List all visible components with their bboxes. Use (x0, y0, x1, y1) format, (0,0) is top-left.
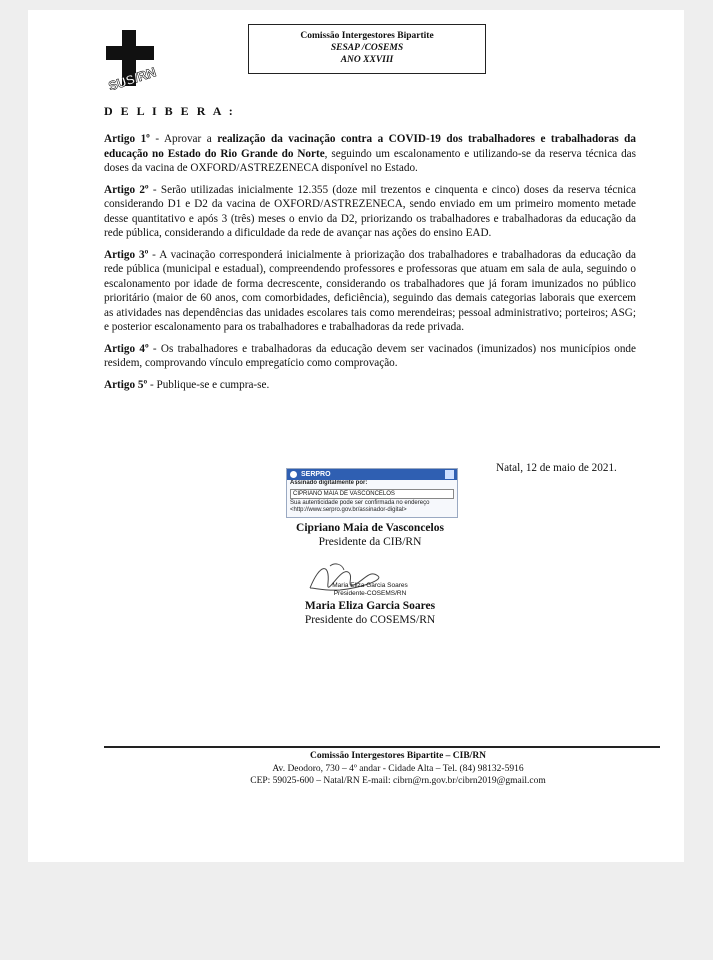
article-3-text: - A vacinação corresponderá inicialmente à priorização dos trabalhadores e trabalhadoras da educação da rede pública (municipal e estadual), compreendendo professores e professoras que atuam em sala de aula, seguindo o escalonamento por idade de forma decrescente, considerando os trabalhadores que já foram imunizados no público prioritário (maior de 60 anos, com comorbidades, deficiência), seguindo das demais categorias laborais que exercem as atividades nas dependências das unidades escolares tais como merendeiras; pessoal administrativo; porteiros; ASG; e posterior escalonamento para os trabalhadores e trabalhadoras da rede privada. (104, 248, 636, 333)
stamp-brand: SERPRO (301, 471, 331, 478)
article-4 (104, 342, 636, 371)
article-4-label: Artigo 4º (104, 342, 149, 355)
signer-1-role: Presidente da CIB/RN (318, 536, 422, 548)
article-2-label: Artigo 2º (104, 183, 149, 196)
document-page (28, 10, 684, 862)
article-5-text: - Publique-se e cumpra-se. (147, 378, 270, 391)
delibera-heading: D E L I B E R A : (104, 104, 236, 118)
stamp-signer-name: CIPRIANO MAIA DE VASCONCELOS (290, 489, 454, 499)
signer-2-stamp-role: Presidente-COSEMS/RN (333, 590, 407, 597)
signer-1-name: Cipriano Maia de Vasconcelos (296, 522, 444, 534)
article-3 (104, 248, 636, 335)
article-5-label: Artigo 5º (104, 378, 148, 391)
footer-line-2: Av. Deodoro, 730 – 4º andar - Cidade Alta – Tel. (84) 98132-5916 (272, 763, 524, 774)
digital-signature-stamp (286, 468, 458, 518)
article-1-label: Artigo 1º (104, 133, 150, 145)
header-line-3: ANO XXVIII (340, 55, 394, 65)
stamp-line-1: Assinado digitalmente por: (290, 480, 368, 486)
header-box (248, 24, 486, 74)
article-2 (104, 183, 636, 241)
sus-rn-logo (100, 28, 170, 90)
footer-line-1: Comissão Intergestores Bipartite – CIB/RN (309, 751, 487, 761)
signer-2-name: Maria Eliza Garcia Soares (304, 600, 436, 612)
article-1 (104, 132, 636, 176)
article-1-text-after: , seguindo um escalonamento e utilizando-se da reserva técnica das doses da vacina de OXFORD/ASTREZENECA disponível no Estado. (104, 147, 636, 174)
document-date: Natal, 12 de maio de 2021. (496, 462, 617, 474)
stamp-line-2: Sua autenticidade pode ser confirmada no endereço (290, 499, 430, 506)
footer (148, 750, 648, 788)
article-4-text: - Os trabalhadores e trabalhadoras da educação devem ser vacinados (imunizados) nos municípios onde residem, comprovando vínculo empregatício como comprovação. (104, 342, 636, 369)
signer-2-stamp-name: Maria Eliza Garcia Soares (332, 582, 408, 589)
header-line-2: SESAP /COSEMS (330, 43, 404, 53)
certificate-icon (445, 470, 454, 479)
header-line-1: Comissão Intergestores Bipartite (300, 31, 434, 41)
footer-divider (104, 746, 660, 748)
footer-line-3: CEP: 59025-600 – Natal/RN E-mail: cibrn@rn.gov.br/cibrn2019@gmail.com (250, 776, 546, 786)
document-body (104, 132, 636, 399)
cross-icon (100, 28, 170, 90)
serpro-logo-icon (290, 471, 297, 478)
article-1-bold: realização da vacinação contra a COVID-19 dos trabalhadores e trabalhadoras da educação no Estado do Rio Grande do Norte (104, 133, 636, 160)
logo-text: SUS/RN (106, 64, 158, 90)
signer-2-role: Presidente do COSEMS/RN (304, 614, 436, 626)
article-5 (104, 378, 636, 393)
article-1-text-before: - Aprovar a (149, 133, 218, 145)
stamp-line-3: <http://www.serpro.gov.br/assinador-digital> (290, 507, 407, 513)
article-2-text: - Serão utilizadas inicialmente 12.355 (doze mil trezentos e cinquenta e cinco) doses da reserva técnica considerando D1 e D2 da vacina de OXFORD/ASTREZENECA, sendo enviado em um primeiro momento metade desse quantitativo e após 3 (três) meses o envio da D2, priorizando os trabalhadores e trabalhadoras da educação da rede pública, considerando a dificuldade da rede de avançar nas ações do ensino EAD. (104, 183, 636, 239)
article-3-label: Artigo 3º (104, 248, 149, 261)
stamp-header (287, 469, 457, 480)
